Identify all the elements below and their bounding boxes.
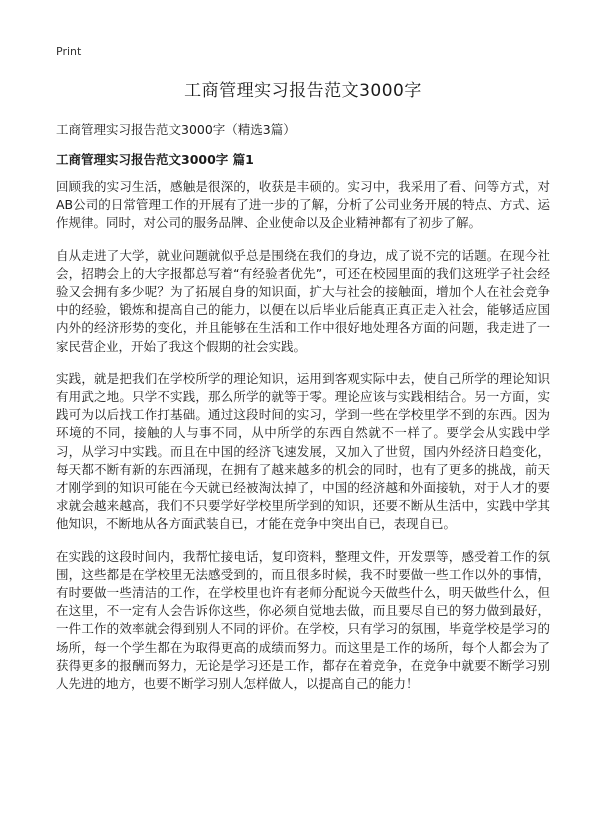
document-body bbox=[56, 178, 550, 707]
paragraph-2: 自从走进了大学，就业问题就似乎总是围绕在我们的身边，成了说不完的话题。在现今社会，招聘会上的大字报都总写着“有经验者优先”，可还在校园里面的我们这班学子社会经验又会拥有多少呢？为了拓展自身的知识面，扩大与社会的接触面，增加个人在社会竞争中的经验，锻炼和提高自己的能力，以便在以后毕业后能真正真正走入社会，能够适应国内外的经济形势的变化，并且能够在生活和工作中很好地处理各方面的问题，我走进了一家民营企业，开始了我这个假期的社会实践。 bbox=[56, 247, 550, 354]
document-title: 工商管理实习报告范文3000字 bbox=[184, 81, 422, 101]
document-subtitle: 工商管理实习报告范文3000字（精选3篇） bbox=[56, 122, 296, 137]
print-link[interactable]: Print bbox=[56, 45, 82, 58]
paragraph-1: 回顾我的实习生活，感触是很深的，收获是丰硕的。实习中，我采用了看、问等方式，对AB公司的日常管理工作的开展有了进一步的了解，分析了公司业务开展的特点、方式、运作规律。同时，对公司的服务品牌、企业使命以及企业精神都有了初步了解。 bbox=[56, 179, 550, 231]
paragraph-4: 在实践的这段时间内，我帮忙接电话，复印资料，整理文件，开发票等，感受着工作的氛围，这些都是在学校里无法感受到的，而且很多时候，我不时要做一些工作以外的事情，有时要做一些清洁的工作，在学校里也许有老师分配说今天做些什么，明天做些什么，但在这里，不一定有人会告诉你这些，你必须自觉地去做，而且要尽自已的努力做到最好，一件工作的效率就会得到别人不同的评价。在学校，只有学习的氛围，毕竟学校是学习的场所，每一个学生都在为取得更高的成绩而努力。而这里是工作的场所，每个人都会为了获得更多的报酬而努力，无论是学习还是工作，都存在着竞争，在竞争中就要不断学习别人先进的地方，也要不断学习别人怎样做人，以提高自己的能力！ bbox=[56, 548, 550, 692]
paragraph-3: 实践，就是把我们在学校所学的理论知识，运用到客观实际中去，使自己所学的理论知识有用武之地。只学不实践，那么所学的就等于零。理论应该与实践相结合。另一方面，实践可为以后找工作打基础。通过这段时间的实习，学到一些在学校里学不到的东西。因为环境的不同，接触的人与事不同，从中所学的东西自然就不一样了。要学会从实践中学习，从学习中实践。而且在中国的经济飞速发展，又加入了世贸，国内外经济日趋变化，每天都不断有新的东西涌现，在拥有了越来越多的机会的同时，也有了更多的挑战，前天才刚学到的知识可能在今天就已经被淘汰掉了，中国的经济越和外面接轨，对于人才的要求就会越来越高，我们不只要学好学校里所学到的知识，还要不断从生活中，实践中学其他知识，不断地从各方面武装自已，才能在竞争中突出自已，表现自已。 bbox=[56, 370, 550, 532]
section-heading: 工商管理实习报告范文3000字 篇1 bbox=[56, 152, 254, 167]
